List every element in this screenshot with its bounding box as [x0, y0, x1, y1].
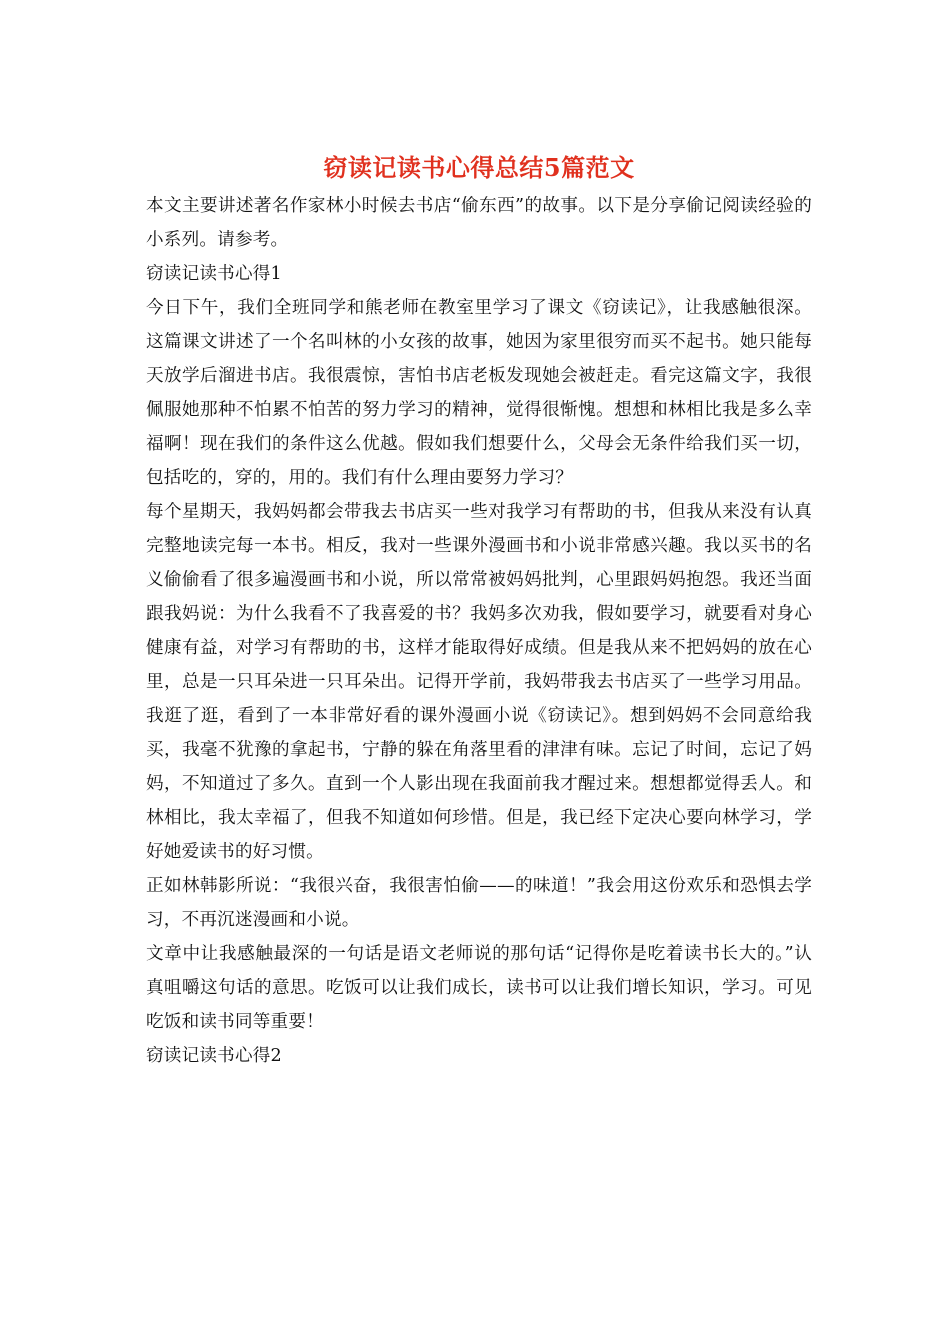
body-paragraph: 文章中让我感触最深的一句话是语文老师说的那句话“记得你是吃着读书长大的。”认真咀嚼这句话的意思。吃饭可以让我们成长，读书可以让我们增长知识，学习。可见吃饭和读书同等重要！	[146, 944, 812, 1032]
body-paragraph: 每个星期天，我妈妈都会带我去书店买一些对我学习有帮助的书，但我从来没有认真完整地读完每一本书。相反，我对一些课外漫画书和小说非常感兴趣。我以买书的名义偷偷看了很多遍漫画书和小说，所以常常被妈妈批判，心里跟妈妈抱怨。我还当面跟我妈说：为什么我看不了我喜爱的书？我妈多次劝我，假如要学习，就要看对身心健康有益，对学习有帮助的书，这样才能取得好成绩。但是我从来不把妈妈的放在心里，总是一只耳朵进一只耳朵出。记得开学前，我妈带我去书店买了一些学习用品。我逛了逛，看到了一本非常好看的课外漫画小说《窃读记》。想到妈妈不会同意给我买，我毫不犹豫的拿起书，宁静的躲在角落里看的津津有味。忘记了时间，忘记了妈妈，不知道过了多久。直到一个人影出现在我面前我才醒过来。想想都觉得丢人。和林相比，我太幸福了，但我不知道如何珍惜。但是，我已经下定决心要向林学习，学好她爱读书的好习惯。	[146, 502, 812, 862]
section-heading-1: 窃读记读书心得1	[146, 264, 282, 284]
document-title: 窃读记读书心得总结5篇范文	[323, 153, 635, 182]
intro-paragraph: 本文主要讲述著名作家林小时候去书店“偷东西”的故事。以下是分享偷记阅读经验的小系列。请参考。	[146, 196, 812, 250]
section-heading-2: 窃读记读书心得2	[146, 1046, 282, 1066]
body-paragraph: 正如林韩影所说：“我很兴奋，我很害怕偷——的味道！”我会用这份欢乐和恐惧去学习，不再沉迷漫画和小说。	[146, 876, 812, 930]
body-paragraph: 今日下午，我们全班同学和熊老师在教室里学习了课文《窃读记》，让我感触很深。这篇课文讲述了一个名叫林的小女孩的故事，她因为家里很穷而买不起书。她只能每天放学后溜进书店。我很震惊，害怕书店老板发现她会被赶走。看完这篇文字，我很佩服她那种不怕累不怕苦的努力学习的精神，觉得很惭愧。想想和林相比我是多么幸福啊！现在我们的条件这么优越。假如我们想要什么，父母会无条件给我们买一切，包括吃的，穿的，用的。我们有什么理由要努力学习？	[146, 298, 812, 488]
document-page	[146, 148, 812, 1073]
